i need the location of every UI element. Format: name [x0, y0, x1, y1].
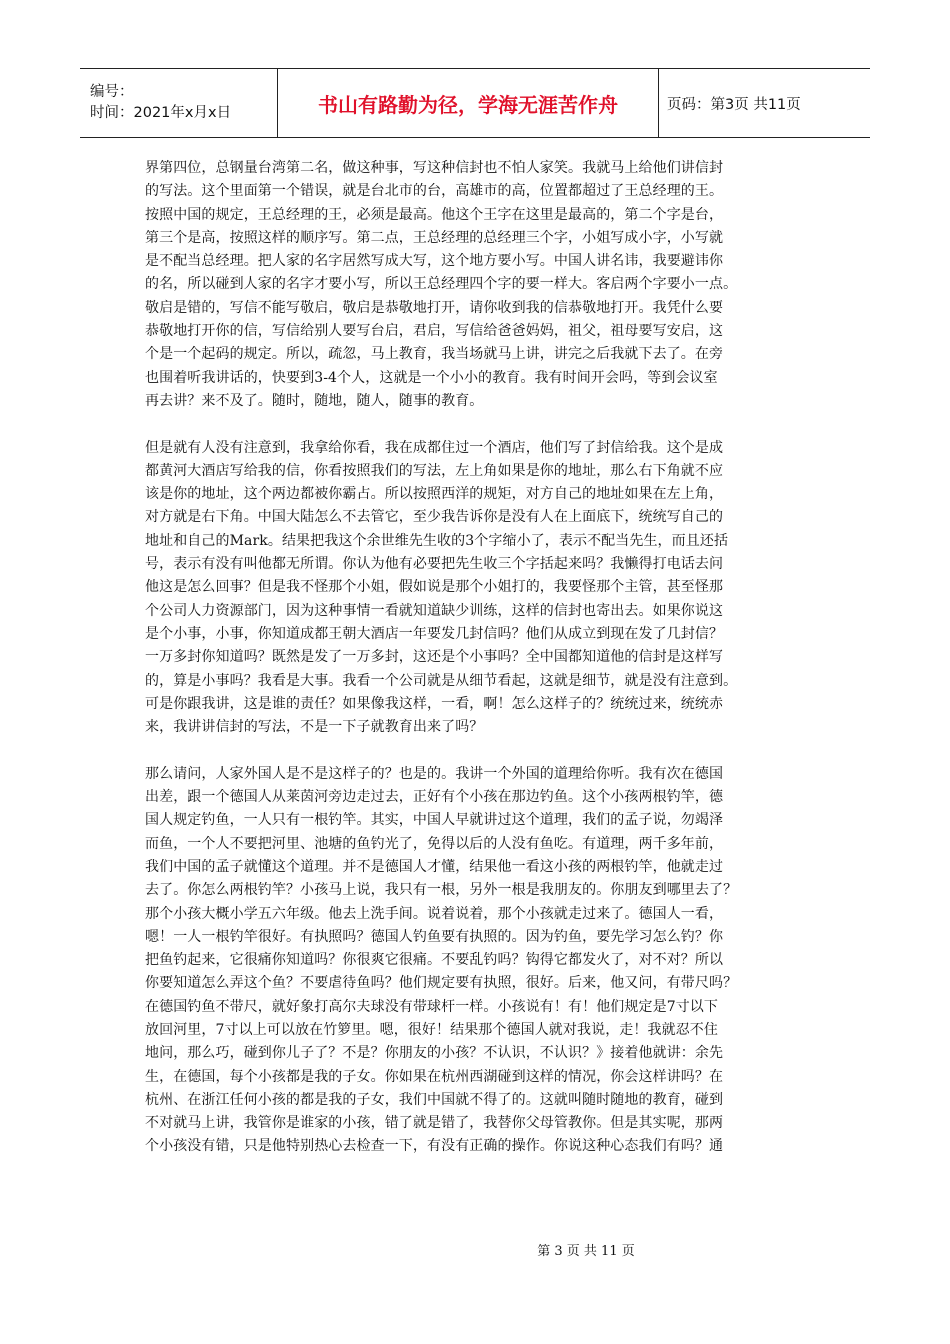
- page-header: [80, 68, 870, 138]
- text-line: 在德国钓鱼不带尺，就好象打高尔夫球没有带球杆一样。小孩说有！有！他们规定是7寸以下: [145, 998, 719, 1015]
- paragraph-3: [145, 763, 809, 1159]
- header-motto: 书山有路勤为径，学海无涯苦作舟: [278, 69, 659, 137]
- footer-page-number: 第 3 页 共 11 页: [537, 1244, 635, 1259]
- text-line: 国人规定钓鱼，一人只有一根钓竿。其实，中国人早就讲过这个道理，我们的孟子说，勿竭泽: [145, 812, 724, 829]
- header-page-number: 页码：第3页 共11页: [667, 96, 801, 113]
- document-number: 编号：: [90, 84, 134, 100]
- text-line: 对方就是右下角。中国大陆怎么不去管它，至少我告诉你是没有人在上面底下，统统写自己的: [145, 509, 724, 526]
- text-line: 第三个是高，按照这样的顺序写。第二点，王总经理的总经理三个字，小姐写成小字，小写就: [145, 229, 724, 246]
- text-line: 地问，那么巧，碰到你儿子了？不是？你朋友的小孩？不认识，不认识？》接着他就讲：余先: [145, 1045, 724, 1062]
- text-line: 的，算是小事吗？我看是大事。我看一个公司就是从细节看起，这就是细节，就是没有注意到。: [145, 672, 738, 689]
- paragraph-2: [145, 437, 809, 740]
- text-line: 号，表示有没有叫他都无所谓。你认为他有必要把先生收三个字括起来吗？我懒得打电话去问: [145, 556, 724, 573]
- page-footer: [0, 1240, 950, 1259]
- text-line: 你要知道怎么弄这个鱼？不要虐待鱼吗？他们规定要有执照，很好。后来，他又问，有带尺吗？: [145, 975, 738, 992]
- text-line: 那么请问，人家外国人是不是这样子的？也是的。我讲一个外国的道理给你听。我有次在德国: [145, 765, 724, 782]
- header-meta: [80, 69, 278, 137]
- text-line: 的写法。这个里面第一个错误，就是台北市的台，高雄市的高，位置都超过了王总经理的王。: [145, 183, 724, 200]
- text-line: 出差，跟一个德国人从莱茵河旁边走过去，正好有个小孩在那边钓鱼。这个小孩两根钓竿，德: [145, 789, 724, 806]
- text-line: 恭敬地打开你的信，写信给别人要写台启，君启，写信给爸爸妈妈，祖父，祖母要写安启，这: [145, 323, 724, 340]
- text-line: 但是就有人没有注意到，我拿给你看，我在成都住过一个酒店，他们写了封信给我。这个是成: [145, 439, 724, 456]
- text-line: 是不配当总经理。把人家的名字居然写成大写，这个地方要小写。中国人讲名讳，我要避讳你: [145, 253, 724, 270]
- text-line: 而鱼，一个人不要把河里、池塘的鱼钓光了，免得以后的人没有鱼吃。有道理，两千多年前，: [145, 835, 724, 852]
- text-line: 不对就马上讲，我管你是谁家的小孩，错了就是错了，我替你父母管教你。但是其实呢，那两: [145, 1115, 724, 1132]
- document-body: [145, 157, 809, 1159]
- text-line: 来，我讲讲信封的写法，不是一下子就教育出来了吗？: [145, 719, 484, 736]
- text-line: 那个小孩大概小学五六年级。他去上洗手间。说着说着，那个小孩就走过来了。德国人一看，: [145, 905, 724, 922]
- text-line: 个是一个起码的规定。所以，疏忽，马上教育，我当场就马上讲，讲完之后我就下去了。在旁: [145, 346, 724, 363]
- text-line: 是个小事，小事，你知道成都王朝大酒店一年要发几封信吗？他们从成立到现在发了几封信？: [145, 625, 724, 642]
- text-line: 生，在德国，每个小孩都是我的子女。你如果在杭州西湖碰到这样的情况，你会这样讲吗？在: [145, 1068, 724, 1085]
- text-line: 敬启是错的，写信不能写敬启，敬启是恭敬地打开，请你收到我的信恭敬地打开。我凭什么要: [145, 299, 724, 316]
- text-line: 一万多封你知道吗？既然是发了一万多封，这还是个小事吗？全中国都知道他的信封是这样写: [145, 649, 724, 666]
- text-line: 我们中国的孟子就懂这个道理。并不是德国人才懂，结果他一看这小孩的两根钓竿，他就走过: [145, 858, 724, 875]
- paragraph-gap: [145, 739, 809, 762]
- text-line: 也围着听我讲话的，快要到3-4个人，这就是一个小小的教育。我有时间开会吗，等到会议室: [145, 369, 718, 386]
- text-line: 去了。你怎么两根钓竿？小孩马上说，我只有一根，另外一根是我朋友的。你朋友到哪里去了？: [145, 882, 738, 899]
- text-line: 的名，所以碰到人家的名字才要小写，所以王总经理四个字的要一样大。客启两个字要小一点。: [145, 276, 738, 293]
- text-line: 杭州、在浙江任何小孩的都是我的子女，我们中国就不得了的。这就叫随时随地的教育，碰到: [145, 1091, 724, 1108]
- text-line: 把鱼钓起来，它很痛你知道吗？你很爽它很痛。不要乱钓吗？钩得它都发火了，对不对？所以: [145, 952, 724, 969]
- text-line: 该是你的地址，这个两边都被你霸占。所以按照西洋的规矩，对方自己的地址如果在左上角，: [145, 486, 724, 503]
- text-line: 可是你跟我讲，这是谁的责任？如果像我这样，一看，啊！怎么这样子的？统统过来，统统赤: [145, 695, 724, 712]
- text-line: 放回河里，7寸以上可以放在竹箩里。嗯，很好！结果那个德国人就对我说，走！我就忍不住: [145, 1021, 719, 1038]
- text-line: 按照中国的规定，王总经理的王，必须是最高。他这个王字在这里是最高的，第二个字是台，: [145, 206, 724, 223]
- text-line: 嗯！一人一根钓竿很好。有执照吗？德国人钓鱼要有执照的。因为钓鱼，要先学习怎么钓？你: [145, 928, 724, 945]
- text-line: 个公司人力资源部门，因为这种事情一看就知道缺少训练，这样的信封也寄出去。如果你说这: [145, 602, 724, 619]
- text-line: 再去讲？来不及了。随时，随地，随人，随事的教育。: [145, 392, 484, 409]
- paragraph-1: [145, 157, 809, 413]
- text-line: 地址和自己的Mark。结果把我这个余世维先生收的3个字缩小了，表示不配当先生，而且还括: [145, 532, 729, 549]
- text-line: 个小孩没有错，只是他特别热心去检查一下，有没有正确的操作。你说这种心态我们有吗？通: [145, 1138, 724, 1155]
- text-line: 都黄河大酒店写给我的信，你看按照我们的写法，左上角如果是你的地址，那么右下角就不应: [145, 462, 724, 479]
- text-line: 界第四位，总钢量台湾第二名，做这种事，写这种信封也不怕人家笑。我就马上给他们讲信封: [145, 160, 724, 176]
- text-line: 他这是怎么回事？但是我不怪那个小姐，假如说是那个小姐打的，我要怪那个主管，甚至怪那: [145, 579, 724, 596]
- document-date: 时间：2021年x月x日: [90, 105, 232, 121]
- paragraph-gap: [145, 413, 809, 436]
